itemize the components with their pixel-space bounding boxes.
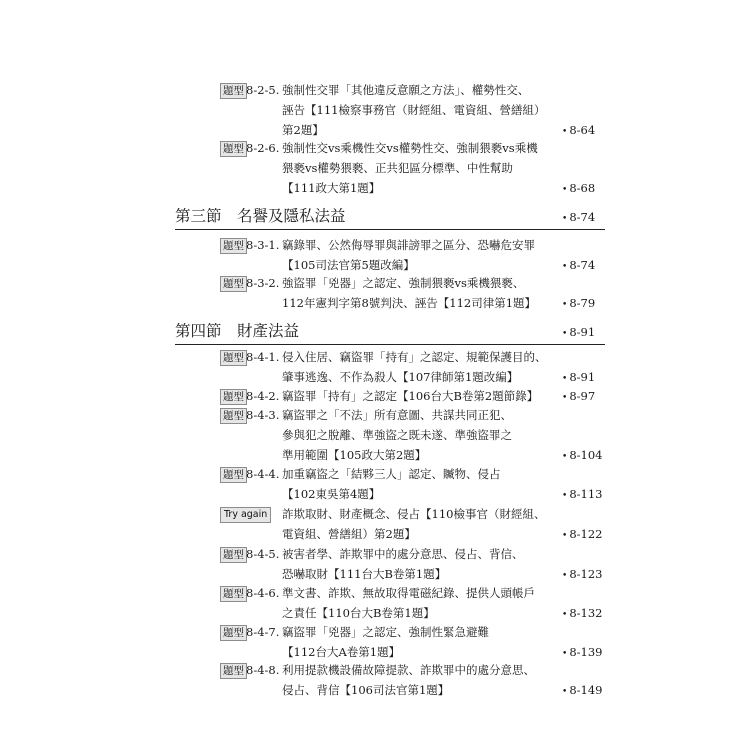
try-again-button[interactable]: Try again <box>220 507 271 523</box>
entry-number: 8-3-1. <box>246 238 280 252</box>
entry-page-number: • 8-149 <box>562 683 603 697</box>
entry-number: 8-4-7. <box>246 625 280 639</box>
question-type-tag: 題型 <box>220 83 247 99</box>
section-divider <box>175 229 605 230</box>
entry-text-line: 加重竊盜之「結夥三人」認定、贓物、侵占 <box>282 467 501 481</box>
entry-number: 8-4-2. <box>246 389 280 403</box>
entry-number: 8-2-5. <box>246 83 280 97</box>
question-type-tag: 題型 <box>220 350 247 366</box>
entry-text-line: 強制性交罪「其他違反意願之方法」、權勢性交、 <box>282 83 530 97</box>
entry-number: 8-4-8. <box>246 663 280 677</box>
entry-page-number: • 8-97 <box>562 389 596 403</box>
toc-entry <box>220 347 600 387</box>
entry-page-number: • 8-113 <box>562 487 603 501</box>
entry-text-line: 【111政大第1題】 <box>282 181 381 195</box>
entry-text-line: 侵入住居、竊盜罪「持有」之認定、規範保護目的、 <box>282 350 547 364</box>
toc-entry <box>220 80 600 140</box>
question-type-tag: 題型 <box>220 586 247 602</box>
entry-text-line: 準用範圍【105政大第2題】 <box>282 448 427 462</box>
entry-text-line: 強制性交vs乘機性交vs權勢性交、強制猥褻vs乘機 <box>282 141 538 155</box>
entry-text-line: 詐欺取財、財產概念、侵占【110檢事官（財經組、 <box>282 507 546 521</box>
entry-text-line: 【105司法官第5題改編】 <box>282 258 415 272</box>
section-title: 第三節 名譽及隱私法益 <box>175 207 346 225</box>
entry-page-number: • 8-64 <box>562 123 596 137</box>
entry-text-line: 電資組、營繕組）第2題】 <box>282 527 416 541</box>
entry-number: 8-4-4. <box>246 467 280 481</box>
entry-number: 8-3-2. <box>246 276 280 290</box>
entry-text-line: 第2題】 <box>282 123 324 137</box>
entry-page-number: • 8-104 <box>562 448 603 462</box>
entry-text-line: 利用提款機設備故障提款、詐欺罪中的處分意思、 <box>282 663 535 677</box>
toc-entry <box>220 273 600 313</box>
toc-entry <box>220 504 603 544</box>
entry-text-line: 猥褻vs權勢猥褻、正共犯區分標準、中性幫助 <box>282 161 513 175</box>
section-title: 第四節 財產法益 <box>175 322 300 340</box>
section-page-number: • 8-74 <box>562 210 596 224</box>
toc-entry <box>220 464 603 504</box>
entry-text-line: 竊盜罪「持有」之認定【106台大B卷第2題節錄】 <box>282 389 539 403</box>
section-heading <box>175 205 605 231</box>
toc-entry <box>220 622 603 662</box>
question-type-tag: 題型 <box>220 238 247 254</box>
question-type-tag: 題型 <box>220 276 247 292</box>
question-type-tag: 題型 <box>220 408 247 424</box>
question-type-tag: 題型 <box>220 547 247 563</box>
entry-text-line: 誣告【111檢察事務官（財經組、電資組、營繕組） <box>282 103 546 117</box>
toc-entry <box>220 235 600 275</box>
entry-text-line: 112年憲判字第8號判決、誣告【112司律第1題】 <box>282 296 537 310</box>
entry-page-number: • 8-139 <box>562 645 603 659</box>
entry-page-number: • 8-123 <box>562 567 603 581</box>
entry-text-line: 竊盜罪「兇器」之認定、強制性緊急避難 <box>282 625 489 639</box>
question-type-tag: 題型 <box>220 467 247 483</box>
entry-page-number: • 8-79 <box>562 296 596 310</box>
section-divider <box>175 344 605 345</box>
entry-text-line: 強盜罪「兇器」之認定、強制猥褻vs乘機猥褻、 <box>282 276 525 290</box>
question-type-tag: 題型 <box>220 663 247 679</box>
entry-page-number: • 8-68 <box>562 181 596 195</box>
entry-text-line: 準文書、詐欺、無故取得電磁紀錄、提供人頭帳戶 <box>282 586 535 600</box>
question-type-tag: 題型 <box>220 625 247 641</box>
entry-text-line: 恐嚇取財【111台大B卷第1題】 <box>282 567 447 581</box>
entry-page-number: • 8-122 <box>562 527 603 541</box>
question-type-tag: 題型 <box>220 141 247 157</box>
question-type-tag: 題型 <box>220 389 247 405</box>
entry-text-line: 【102東吳第4題】 <box>282 487 381 501</box>
entry-number: 8-4-1. <box>246 350 280 364</box>
entry-number: 8-4-3. <box>246 408 280 422</box>
toc-entry <box>220 386 600 406</box>
entry-text-line: 參與犯之脫離、準強盜之既未遂、準強盜罪之 <box>282 428 512 442</box>
toc-entry <box>220 544 603 584</box>
entry-text-line: 【112台大A卷第1題】 <box>282 645 401 659</box>
entry-text-line: 侵占、背信【106司法官第1題】 <box>282 683 450 697</box>
toc-entry <box>220 583 603 623</box>
entry-text-line: 被害者學、詐欺罪中的處分意思、侵占、背信、 <box>282 547 524 561</box>
entry-text-line: 之責任【110台大B卷第1題】 <box>282 606 435 620</box>
entry-number: 8-4-5. <box>246 547 280 561</box>
entry-page-number: • 8-74 <box>562 258 596 272</box>
entry-page-number: • 8-132 <box>562 606 603 620</box>
entry-number: 8-4-6. <box>246 586 280 600</box>
entry-page-number: • 8-91 <box>562 370 596 384</box>
section-page-number: • 8-91 <box>562 325 596 339</box>
toc-entry <box>220 405 603 465</box>
entry-text-line: 竊盜罪之「不法」所有意圖、共謀共同正犯、 <box>282 408 512 422</box>
toc-entry <box>220 660 603 700</box>
entry-text-line: 肇事逃逸、不作為殺人【107律師第1題改編】 <box>282 370 519 384</box>
entry-number: 8-2-6. <box>246 141 280 155</box>
section-heading <box>175 320 605 346</box>
toc-entry <box>220 138 600 198</box>
entry-text-line: 竊錄罪、公然侮辱罪與誹謗罪之區分、恐嚇危安罪 <box>282 238 535 252</box>
